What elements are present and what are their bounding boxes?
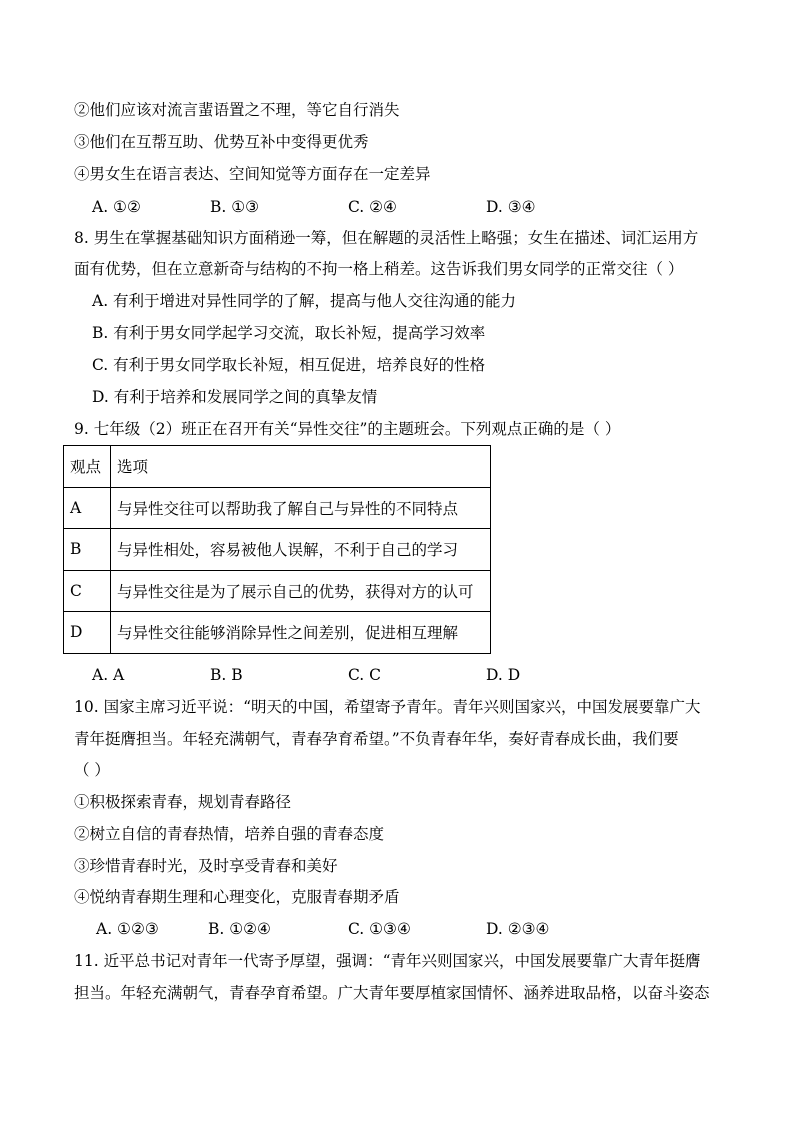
q8-choice-d: D. 有利于培养和发展同学之间的真挚友情 — [92, 388, 378, 406]
q9-row-text: 与异性交往可以帮助我了解自己与异性的不同特点 — [111, 487, 491, 529]
q10-option-a: A. ①②③ — [96, 920, 159, 938]
q9-row-text: 与异性交往能够消除异性之间差别，促进相互理解 — [111, 612, 491, 654]
q9-row-label: A — [64, 487, 111, 529]
q9-option-a: A. A — [92, 666, 125, 684]
q9-table-header-row — [64, 446, 491, 488]
q10-statement-3: ③珍惜青春时光，及时享受青春和美好 — [74, 857, 338, 875]
q9-option-d: D. D — [486, 666, 521, 684]
q9-row-label: C — [64, 570, 111, 612]
q10-stem-line1: 10. 国家主席习近平说：“明天的中国，希望寄予青年。青年兴则国家兴，中国发展要靠广大 — [74, 698, 701, 716]
table-row — [64, 529, 491, 571]
q10-answer-brackets: （ ） — [74, 761, 110, 779]
q10-option-d: D. ②③④ — [486, 920, 550, 938]
q9-header-viewpoint: 观点 — [64, 446, 111, 488]
q7-option-a: A. ①② — [92, 198, 141, 216]
q9-table — [63, 445, 491, 654]
q7-statement-3: ③他们在互帮互助、优势互补中变得更优秀 — [74, 133, 369, 151]
q9-row-text: 与异性相处，容易被他人误解，不利于自己的学习 — [111, 529, 491, 571]
q10-statement-4: ④悦纳青春期生理和心理变化，克服青春期矛盾 — [74, 888, 400, 906]
q9-row-text: 与异性交往是为了展示自己的优势，获得对方的认可 — [111, 570, 491, 612]
table-row — [64, 487, 491, 529]
q9-header-option: 选项 — [111, 446, 491, 488]
q10-option-b: B. ①②④ — [208, 920, 271, 938]
q9-row-label: B — [64, 529, 111, 571]
q7-statement-2: ②他们应该对流言蜚语置之不理，等它自行消失 — [74, 101, 400, 119]
q7-statement-4: ④男女生在语言表达、空间知觉等方面存在一定差异 — [74, 165, 431, 183]
q10-statement-2: ②树立自信的青春热情，培养自强的青春态度 — [74, 825, 385, 843]
q8-choice-a: A. 有利于增进对异性同学的了解，提高与他人交往沟通的能力 — [92, 292, 517, 310]
q7-option-c: C. ②④ — [348, 198, 397, 216]
q7-option-b: B. ①③ — [210, 198, 260, 216]
q11-stem-line2: 担当。年轻充满朝气，青春孕育希望。广大青年要厚植家国情怀、涵养进取品格，以奋斗姿态 — [74, 984, 710, 1002]
q10-option-c: C. ①③④ — [348, 920, 411, 938]
q7-option-d: D. ③④ — [486, 198, 536, 216]
q10-stem-line2: 青年挺膺担当。年轻充满朝气，青春孕育希望。”不负青春年华，奏好青春成长曲，我们要 — [74, 730, 679, 748]
q10-statement-1: ①积极探索青春，规划青春路径 — [74, 793, 292, 811]
q9-option-c: C. C — [348, 666, 382, 684]
table-row — [64, 612, 491, 654]
q9-stem: 9. 七年级（2）班正在召开有关“异性交往”的主题班会。下列观点正确的是（ ） — [74, 420, 621, 438]
q9-row-label: D — [64, 612, 111, 654]
q8-stem-line1: 8. 男生在掌握基础知识方面稍逊一筹，但在解题的灵活性上略强；女生在描述、词汇运用方 — [74, 229, 699, 247]
q9-option-b: B. B — [210, 666, 243, 684]
table-row — [64, 570, 491, 612]
q11-stem-line1: 11. 近平总书记对青年一代寄予厚望，强调：“青年兴则国家兴，中国发展要靠广大青年挺膺 — [74, 952, 701, 970]
q8-choice-b: B. 有利于男女同学起学习交流，取长补短，提高学习效率 — [92, 324, 486, 342]
q8-choice-c: C. 有利于男女同学取长补短，相互促进，培养良好的性格 — [92, 356, 486, 374]
q8-stem-line2: 面有优势，但在立意新奇与结构的不拘一格上稍差。这告诉我们男女同学的正常交往（ ） — [74, 260, 684, 278]
